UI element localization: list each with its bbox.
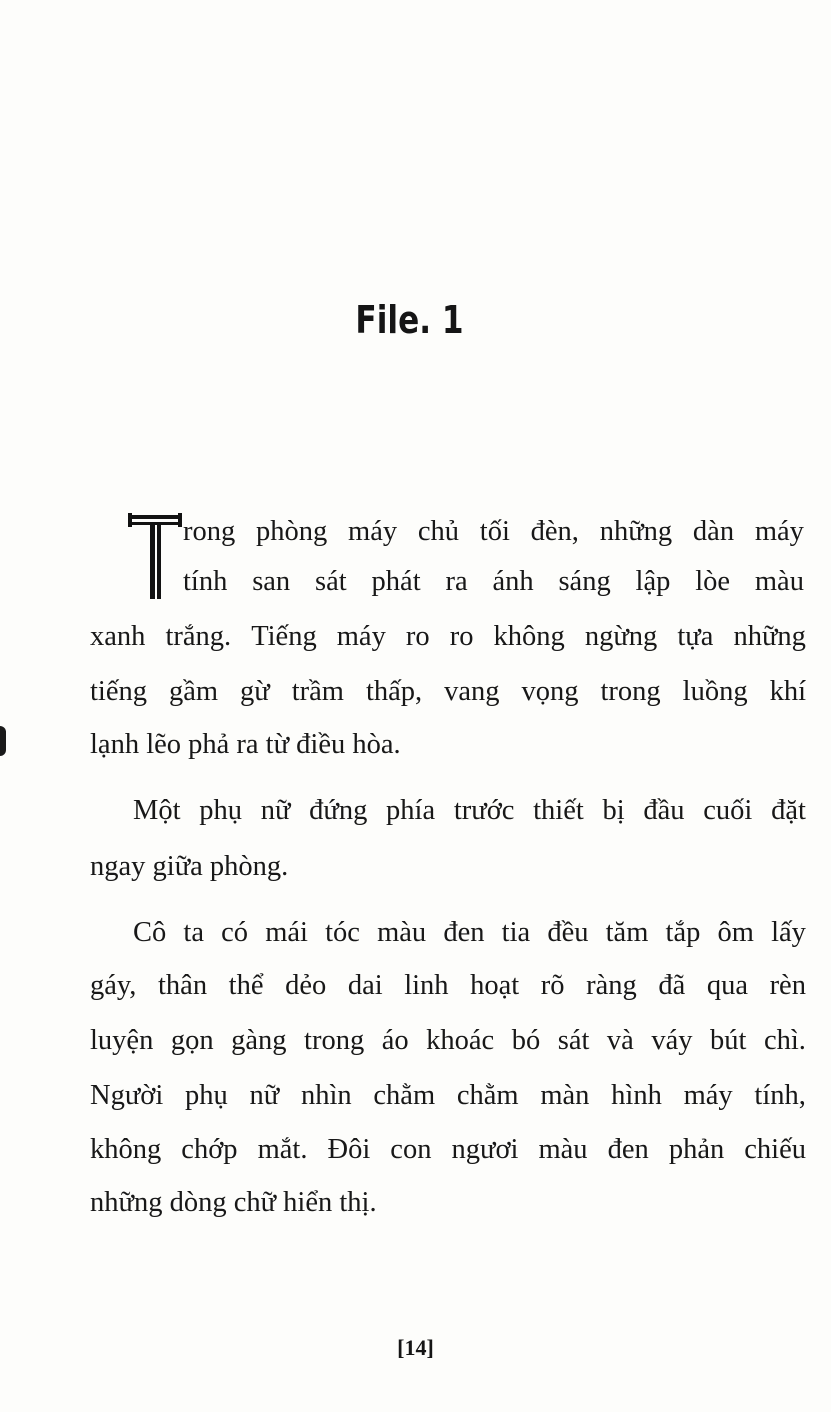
word: màu xyxy=(754,566,804,597)
text-line xyxy=(90,1080,806,1120)
word: ra xyxy=(445,566,468,597)
word: qua xyxy=(706,970,748,1001)
drop-cap xyxy=(126,511,186,603)
word: đèn, xyxy=(530,516,579,547)
word: màu xyxy=(377,917,427,948)
word: màn xyxy=(540,1080,590,1111)
word: vang xyxy=(444,676,500,707)
word: dẻo xyxy=(285,970,327,1001)
word: lấy xyxy=(771,917,806,948)
word: đã xyxy=(658,970,686,1001)
word: ràng xyxy=(586,970,637,1001)
word: Cô xyxy=(133,917,167,948)
text-line-content: ngay giữa phòng. xyxy=(90,851,289,882)
word: hình xyxy=(611,1080,662,1111)
word: linh xyxy=(404,970,449,1001)
word: khí xyxy=(769,676,806,707)
word: không xyxy=(90,1134,162,1165)
word: máy xyxy=(336,621,386,652)
text-line xyxy=(90,621,806,661)
text-line xyxy=(90,1025,806,1065)
word: gáy, xyxy=(90,970,137,1001)
text-line xyxy=(183,566,804,606)
word: đen xyxy=(607,1134,649,1165)
word: đặt xyxy=(771,795,806,826)
word: bút xyxy=(710,1025,747,1056)
word: tối xyxy=(479,516,510,547)
text-line-content: những dòng chữ hiển thị. xyxy=(90,1187,377,1218)
text-line xyxy=(90,1187,806,1227)
word: ro xyxy=(405,621,430,652)
word: gọn xyxy=(170,1025,214,1056)
word: ngừng xyxy=(584,621,658,652)
word: san xyxy=(252,566,291,597)
text-line xyxy=(90,676,806,716)
word: không xyxy=(493,621,565,652)
word: lòe xyxy=(695,566,731,597)
word: sát xyxy=(315,566,347,597)
word: gầm xyxy=(168,676,219,707)
word: phụ xyxy=(185,1080,228,1111)
word: gàng xyxy=(231,1025,287,1056)
word: xanh xyxy=(90,621,146,652)
word: hoạt xyxy=(470,970,520,1001)
word: trong xyxy=(304,1025,365,1056)
word: ôm xyxy=(717,917,754,948)
page-number: [14] xyxy=(397,1335,434,1360)
word: trắng. xyxy=(165,621,232,652)
word: mái xyxy=(265,917,308,948)
word: những xyxy=(733,621,806,652)
text-line xyxy=(90,729,806,769)
word: chủ xyxy=(417,516,460,547)
word: Tiếng xyxy=(251,621,317,652)
word: chì. xyxy=(763,1025,806,1056)
word: rõ xyxy=(540,970,565,1001)
word: Người xyxy=(90,1080,164,1111)
word: mắt. xyxy=(257,1134,308,1165)
word: đen xyxy=(443,917,485,948)
word: áo xyxy=(381,1025,409,1056)
word: đầu xyxy=(643,795,685,826)
text-line xyxy=(133,795,806,835)
word: có xyxy=(221,917,249,948)
page-edge-mark xyxy=(0,726,6,756)
word: khoác xyxy=(426,1025,495,1056)
word: tóc xyxy=(325,917,360,948)
word: phát xyxy=(371,566,421,597)
word: chằm xyxy=(373,1080,436,1111)
word: lập xyxy=(635,566,671,597)
word: chiếu xyxy=(744,1134,806,1165)
word: đứng xyxy=(309,795,368,826)
word: con xyxy=(390,1134,432,1165)
word: thể xyxy=(228,970,264,1001)
word: vọng xyxy=(521,676,579,707)
word: rong xyxy=(183,516,236,547)
word: thiết xyxy=(533,795,584,826)
word: gừ xyxy=(240,676,270,707)
word: rèn xyxy=(769,970,806,1001)
word: máy xyxy=(683,1080,733,1111)
word: váy xyxy=(651,1025,693,1056)
text-line xyxy=(90,851,806,891)
word: và xyxy=(606,1025,634,1056)
word: tính, xyxy=(754,1080,806,1111)
word: màu xyxy=(538,1134,588,1165)
word: cuối xyxy=(703,795,753,826)
word: đều xyxy=(547,917,589,948)
text-line xyxy=(90,970,806,1010)
word: ánh xyxy=(492,566,534,597)
word: tia xyxy=(501,917,531,948)
word: thân xyxy=(158,970,208,1001)
word: trước xyxy=(453,795,515,826)
word: tựa xyxy=(677,621,714,652)
word: tắp xyxy=(665,917,701,948)
word: phòng xyxy=(256,516,328,547)
word: luồng xyxy=(682,676,748,707)
word: nữ xyxy=(260,795,291,826)
word: nhìn xyxy=(300,1080,352,1111)
text-line-content: lạnh lẽo phả ra từ điều hòa. xyxy=(90,729,401,760)
word: nữ xyxy=(249,1080,280,1111)
chapter-title: File. 1 xyxy=(355,298,464,342)
word: phía xyxy=(386,795,436,826)
word: tiếng xyxy=(90,676,147,707)
word: Đôi xyxy=(327,1134,371,1165)
word: ta xyxy=(183,917,204,948)
word: dai xyxy=(347,970,383,1001)
text-line xyxy=(133,917,806,957)
word: bó xyxy=(511,1025,541,1056)
word: ro xyxy=(449,621,474,652)
word: trong xyxy=(600,676,661,707)
word: chằm xyxy=(456,1080,519,1111)
word: máy xyxy=(754,516,804,547)
word: ngươi xyxy=(451,1134,519,1165)
word: những xyxy=(599,516,673,547)
word: trầm xyxy=(291,676,344,707)
text-line xyxy=(90,1134,806,1174)
drop-cap-letter xyxy=(126,511,186,603)
word: máy xyxy=(348,516,398,547)
word: dàn xyxy=(692,516,735,547)
text-line xyxy=(183,516,804,556)
word: sát xyxy=(557,1025,590,1056)
word: phản xyxy=(668,1134,725,1165)
word: Một xyxy=(133,795,181,826)
word: tính xyxy=(183,566,228,597)
word: bị xyxy=(602,795,625,826)
word: luyện xyxy=(90,1025,154,1056)
word: thấp, xyxy=(365,676,423,707)
word: chớp xyxy=(181,1134,238,1165)
word: sáng xyxy=(558,566,611,597)
word: tăm xyxy=(605,917,649,948)
word: phụ xyxy=(199,795,242,826)
